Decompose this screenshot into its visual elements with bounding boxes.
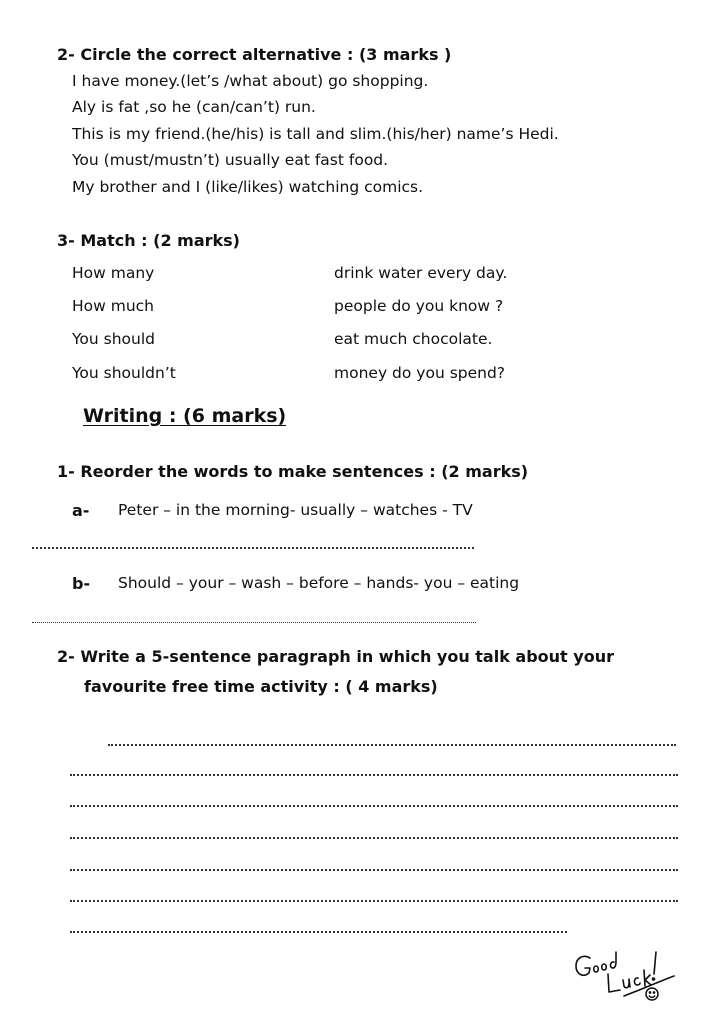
paragraph-line-2[interactable] (70, 774, 678, 776)
circle-line-4: You (must/mustn’t) usually eat fast food. (72, 151, 389, 169)
paragraph-line-1[interactable] (108, 744, 676, 746)
paragraph-line-6[interactable] (70, 900, 678, 902)
match-left-1: How many (72, 264, 155, 282)
circle-line-2: Aly is fat ,so he (can/can’t) run. (72, 98, 316, 116)
paragraph-line-3[interactable] (70, 805, 678, 807)
paragraph-line-4[interactable] (70, 837, 678, 839)
paragraph-heading-line1: 2- Write a 5-sentence paragraph in which you talk about your (57, 647, 614, 666)
match-left-4: You shouldn’t (72, 364, 176, 382)
reorder-text-a: Peter – in the morning- usually – watches - TV (118, 501, 473, 519)
circle-line-3: This is my friend.(he/his) is tall and slim.(his/her) name’s Hedi. (72, 125, 559, 143)
reorder-label-b: b- (72, 574, 91, 593)
section3-heading: 3- Match : (2 marks) (57, 231, 240, 250)
reorder-text-b: Should – your – wash – before – hands- you – eating (118, 574, 520, 592)
good-luck-signoff (568, 944, 688, 1008)
reorder-heading: 1- Reorder the words to make sentences : (2 marks) (57, 462, 529, 481)
circle-line-1: I have money.(let’s /what about) go shopping. (72, 72, 429, 90)
circle-line-5: My brother and I (like/likes) watching comics. (72, 178, 424, 196)
answer-line-a[interactable] (32, 547, 474, 549)
match-right-1: drink water every day. (334, 264, 508, 282)
writing-title: Writing : (6 marks) (83, 405, 287, 427)
match-right-4: money do you spend? (334, 364, 506, 382)
smiley-icon (646, 988, 658, 1000)
paragraph-heading-line2: favourite free time activity : ( 4 marks) (84, 677, 438, 696)
reorder-label-a: a- (72, 501, 90, 520)
match-right-2: people do you know ? (334, 297, 504, 315)
paragraph-line-7[interactable] (70, 931, 567, 933)
match-left-3: You should (72, 330, 155, 348)
match-left-2: How much (72, 297, 155, 315)
answer-line-b[interactable] (32, 622, 476, 623)
paragraph-line-5[interactable] (70, 869, 678, 871)
section2-heading: 2- Circle the correct alternative : (3 marks ) (57, 45, 452, 64)
match-right-3: eat much chocolate. (334, 330, 493, 348)
